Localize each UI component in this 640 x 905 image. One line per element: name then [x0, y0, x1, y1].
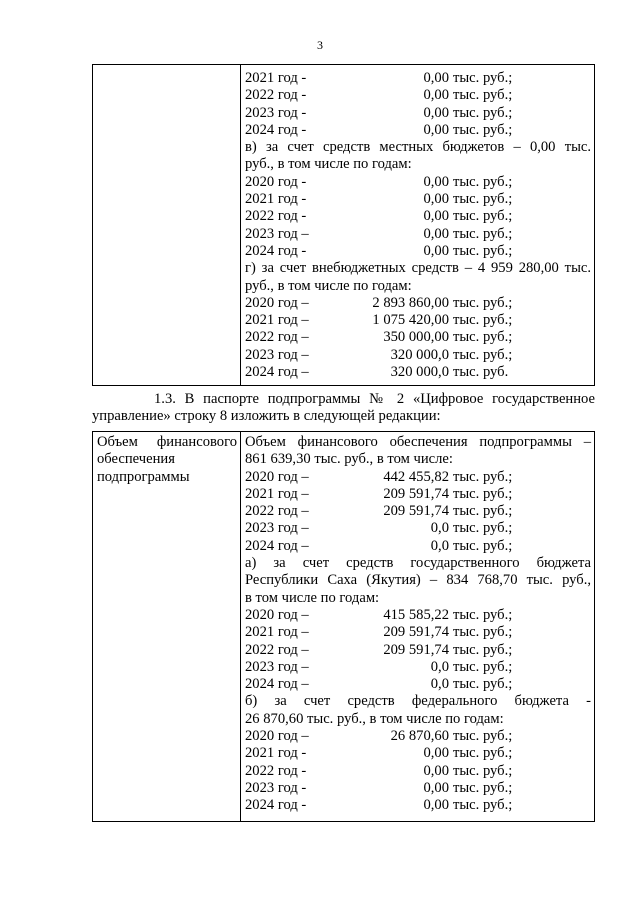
year-label: 2022 год - [245, 208, 307, 225]
funding-year-row [245, 191, 591, 208]
federal-budget-heading: б) за счет средств федерального бюджета - [245, 693, 591, 710]
table1-lines [245, 70, 591, 139]
year-label: 2022 год - [245, 762, 307, 779]
amount-value: 209 591,74 [383, 485, 449, 502]
year-label: 2021 год – [245, 624, 309, 641]
amount-value: 0,00 [423, 121, 449, 138]
extrabudget-heading-cont: руб., в том числе по годам: [245, 277, 412, 294]
funding-year-row [245, 780, 591, 797]
year-label: 2023 год – [245, 658, 309, 675]
unit-label: тыс. руб.; [453, 624, 513, 641]
funding-year-row [245, 520, 591, 537]
funding-year-row [245, 503, 591, 520]
amount-value: 0,00 [423, 762, 449, 779]
local-budget-heading: в) за счет средств местных бюджетов – 0,00 тыс. [245, 139, 591, 156]
unit-label: тыс. руб.; [453, 641, 513, 658]
year-label: 2024 год – [245, 676, 309, 693]
year-label: 2023 год – [245, 346, 309, 363]
amount-value: 320 000,0 [390, 346, 449, 363]
amount-value: 0,00 [423, 208, 449, 225]
row-title-line-3: подпрограммы [97, 468, 190, 485]
amount-value: 0,0 [430, 520, 449, 537]
state-budget-heading: а) за счет средств государственного бюджета [245, 555, 591, 572]
funding-year-row [245, 607, 591, 624]
year-label: 2021 год – [245, 312, 309, 329]
unit-label: тыс. руб.; [453, 468, 513, 485]
amount-value: 0,0 [430, 658, 449, 675]
year-label: 2023 год - [245, 779, 307, 796]
page-number: 3 [317, 38, 323, 52]
year-label: 2021 год - [245, 70, 307, 86]
table1-right-cell [241, 65, 595, 386]
year-label: 2022 год – [245, 641, 309, 658]
funding-year-row [245, 208, 591, 225]
total-funding-heading: Объем финансового обеспечения подпрограммы – [245, 434, 591, 450]
row-title-line-1: Объем финансового [97, 434, 237, 450]
amount-value: 209 591,74 [383, 503, 449, 520]
year-label: 2022 год – [245, 503, 309, 520]
funding-year-row [245, 70, 591, 87]
funding-year-row [245, 486, 591, 503]
amendment-paragraph [92, 391, 595, 426]
amount-value: 0,0 [430, 537, 449, 554]
amount-value: 209 591,74 [383, 624, 449, 641]
year-label: 2022 год – [245, 329, 309, 346]
amount-value: 1 075 420,00 [372, 312, 449, 329]
funding-year-row [245, 728, 591, 745]
unit-label: тыс. руб.; [453, 294, 513, 311]
amount-value: 0,00 [423, 779, 449, 796]
unit-label: тыс. руб.; [453, 728, 513, 745]
amount-value: 0,00 [423, 70, 449, 86]
passport-table-continuation [92, 64, 595, 386]
funding-year-row [245, 329, 591, 346]
funding-year-row [245, 295, 591, 312]
amount-value: 209 591,74 [383, 641, 449, 658]
unit-label: тыс. руб.; [453, 173, 513, 190]
funding-year-row [245, 364, 591, 381]
passport-table-row-8 [92, 431, 595, 822]
unit-label: тыс. руб.; [453, 676, 513, 693]
funding-year-row [245, 312, 591, 329]
funding-year-row [245, 659, 591, 676]
unit-label: тыс. руб.; [453, 191, 513, 208]
funding-year-row [245, 87, 591, 104]
unit-label: тыс. руб.; [453, 520, 513, 537]
funding-year-row [245, 122, 591, 139]
unit-label: тыс. руб.; [453, 87, 513, 104]
funding-year-row [245, 105, 591, 122]
year-label: 2023 год – [245, 225, 309, 242]
unit-label: тыс. руб.; [453, 658, 513, 675]
unit-label: тыс. руб.; [453, 745, 513, 762]
unit-label: тыс. руб.; [453, 208, 513, 225]
local-budget-lines [245, 174, 591, 260]
state-budget-lines [245, 607, 591, 693]
federal-budget-lines [245, 728, 591, 814]
unit-label: тыс. руб.; [453, 312, 513, 329]
year-label: 2024 год - [245, 121, 307, 138]
year-label: 2023 год – [245, 520, 309, 537]
funding-year-row [245, 745, 591, 762]
amount-value: 0,0 [430, 676, 449, 693]
amount-value: 0,00 [423, 797, 449, 814]
amount-value: 350 000,00 [383, 329, 449, 346]
year-label: 2023 год - [245, 104, 307, 121]
funding-year-row [245, 763, 591, 780]
table1-left-cell [93, 65, 241, 386]
extrabudget-lines [245, 295, 591, 381]
unit-label: тыс. руб.; [453, 242, 513, 259]
year-label: 2022 год - [245, 87, 307, 104]
total-funding-lines [245, 469, 591, 555]
unit-label: тыс. руб.; [453, 606, 513, 623]
year-label: 2020 год – [245, 606, 309, 623]
paragraph-line-2: управление» строку 8 изложить в следующей редакции: [92, 408, 441, 425]
funding-year-row [245, 642, 591, 659]
amount-value: 26 870,60 [390, 728, 449, 745]
unit-label: тыс. руб.; [453, 503, 513, 520]
unit-label: тыс. руб.; [453, 797, 513, 814]
unit-label: тыс. руб.; [453, 329, 513, 346]
state-budget-heading-cont-2: в том числе по годам: [245, 589, 380, 606]
extrabudget-heading: г) за счет внебюджетных средств – 4 959 280,00 тыс. [245, 260, 591, 277]
funding-year-row [245, 624, 591, 641]
year-label: 2024 год – [245, 537, 309, 554]
unit-label: тыс. руб.; [453, 779, 513, 796]
unit-label: тыс. руб.; [453, 485, 513, 502]
unit-label: тыс. руб.; [453, 225, 513, 242]
amount-value: 2 893 860,00 [372, 294, 449, 311]
unit-label: тыс. руб.; [453, 537, 513, 554]
amount-value: 0,00 [423, 745, 449, 762]
unit-label: тыс. руб.; [453, 70, 513, 86]
total-funding-heading-cont: 861 639,30 тыс. руб., в том числе: [245, 451, 453, 468]
amount-value: 320 000,0 [390, 364, 449, 381]
amount-value: 442 455,82 [383, 468, 449, 485]
year-label: 2021 год - [245, 745, 307, 762]
amount-value: 0,00 [423, 104, 449, 121]
amount-value: 0,00 [423, 242, 449, 259]
funding-year-row [245, 243, 591, 260]
year-label: 2024 год - [245, 797, 307, 814]
amount-value: 0,00 [423, 191, 449, 208]
row-title-line-2: обеспечения [97, 451, 175, 468]
funding-year-row [245, 347, 591, 364]
year-label: 2024 год - [245, 242, 307, 259]
funding-year-row [245, 538, 591, 555]
year-label: 2024 год – [245, 364, 309, 381]
paragraph-line-1: 1.3. В паспорте подпрограммы № 2 «Цифровое государственное [154, 391, 595, 407]
funding-year-row [245, 469, 591, 486]
unit-label: тыс. руб. [453, 364, 509, 381]
year-label: 2020 год - [245, 173, 307, 190]
local-budget-heading-cont: руб., в том числе по годам: [245, 156, 412, 173]
year-label: 2020 год – [245, 728, 309, 745]
state-budget-heading-cont: Республики Саха (Якутия) – 834 768,70 тыс. руб., [245, 572, 591, 589]
amount-value: 415 585,22 [383, 606, 449, 623]
amount-value: 0,00 [423, 225, 449, 242]
unit-label: тыс. руб.; [453, 762, 513, 779]
year-label: 2021 год – [245, 485, 309, 502]
table2-right-cell [241, 432, 595, 822]
funding-year-row [245, 797, 591, 814]
funding-year-row [245, 676, 591, 693]
year-label: 2021 год - [245, 191, 307, 208]
funding-year-row [245, 226, 591, 243]
unit-label: тыс. руб.; [453, 121, 513, 138]
federal-budget-heading-cont: 26 870,60 тыс. руб., в том числе по годам: [245, 710, 504, 727]
year-label: 2020 год – [245, 468, 309, 485]
amount-value: 0,00 [423, 173, 449, 190]
amount-value: 0,00 [423, 87, 449, 104]
table2-left-cell [93, 432, 241, 822]
unit-label: тыс. руб.; [453, 104, 513, 121]
year-label: 2020 год – [245, 294, 309, 311]
unit-label: тыс. руб.; [453, 346, 513, 363]
funding-year-row [245, 174, 591, 191]
